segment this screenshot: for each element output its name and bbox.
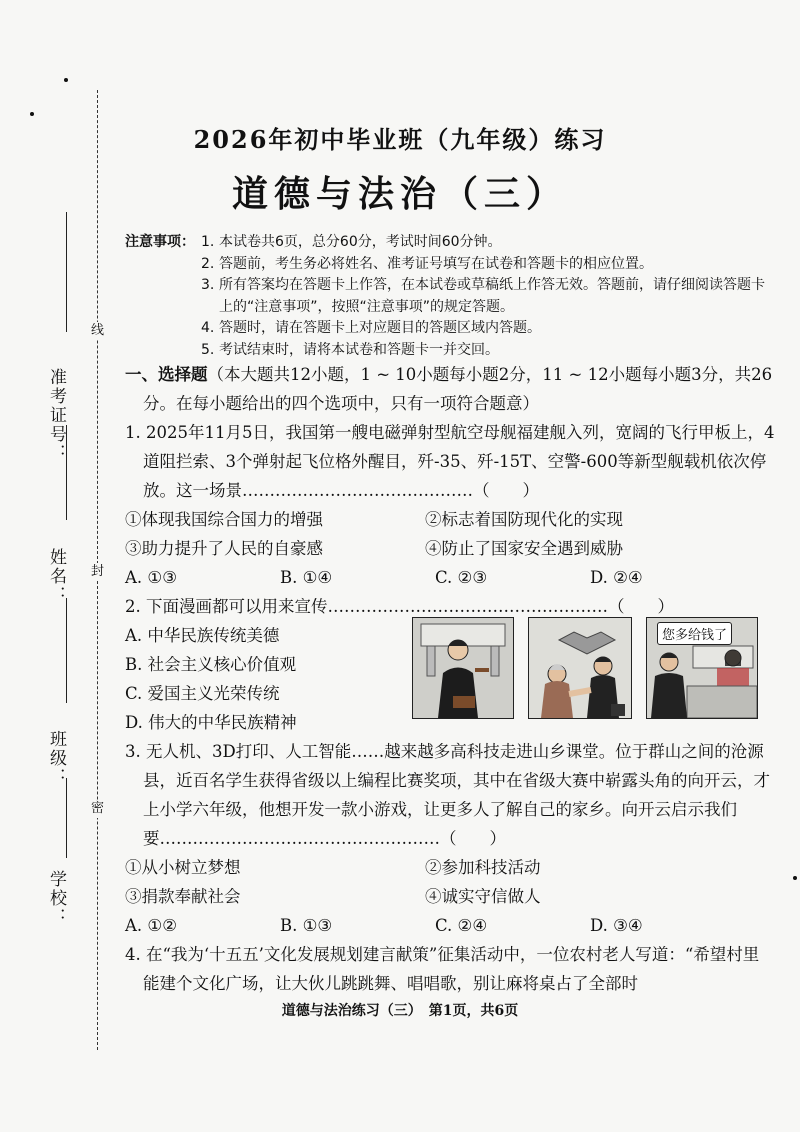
notice-item-text: 所有答案均在答题卡上作答，在本试卷或草稿纸上作答无效。答题前，请仔细阅读答题卡上的“注意事项”，按照“注意事项”的规定答题。 [219,277,765,315]
field-label-school: 学校： [46,870,66,927]
notice-item-number: 5. [201,341,215,358]
field-rule-exam-number [66,212,67,332]
q1-option-d: D. ②④ [590,568,643,587]
section-1-title: 一、选择题 [125,365,208,384]
field-label-name: 姓名： [46,548,66,605]
notice-item-text: 考试结束时，请将本试卷和答题卡一并交回。 [219,341,499,358]
q3-option-a: A. ①② [125,916,177,935]
comic-handshake-illustration [529,618,631,718]
q1-statement-2: ②标志着国防现代化的实现 [425,510,623,529]
notice-item [201,340,766,362]
q3-statement-1: ①从小树立梦想 [125,858,241,877]
comic-shop-panel [646,617,758,719]
binding-word-feng: 封 [91,564,105,579]
comic-speech-bubble: 您多给钱了 [657,622,732,645]
q1-option-c: C. ②③ [435,568,488,587]
q1-statement-3: ③助力提升了人民的自豪感 [125,539,323,558]
q1-options [125,563,775,592]
q1-statements-row2 [125,534,775,563]
exam-title: 2026年初中毕业班（九年级）练习 [193,125,607,154]
q3-statement-4: ④诚实守信做人 [425,887,541,906]
field-label-class: 班级： [46,730,66,787]
field-rule-class [66,598,67,703]
binding-word-mi: 密 [91,801,105,816]
q1-statement-4: ④防止了国家安全遇到威胁 [425,539,623,558]
notice-item-text: 本试卷共6页，总分60分，考试时间60分钟。 [219,234,502,250]
q1-statements-row1 [125,505,775,534]
notice-item-text: 答题时，请在答题卡上对应题目的答题区域内答题。 [219,320,541,336]
comic-judge-panel [412,617,514,719]
notice-item [201,254,766,276]
comic-handshake-panel [528,617,632,719]
notice-item-text: 答题前，考生务必将姓名、准考证号填写在试卷和答题卡的相应位置。 [219,255,653,272]
scan-speck [64,78,68,82]
field-rule-class-wrap [44,598,74,703]
field-rule-school [66,778,67,858]
q3-option-b: B. ①③ [280,916,333,935]
field-rule-exam-number-wrap [44,212,74,332]
q2-option-d: D. 伟大的中华民族精神 [125,713,297,732]
q3-statements-row2 [125,882,775,911]
section-1-desc: （本大题共12小题，1 ~ 10小题每小题2分，11 ~ 12小题每小题3分，共26分。在每小题给出的四个选项中，只有一项符合题意） [143,365,773,413]
q3-statement-3: ③捐款奉献社会 [125,887,241,906]
notice-list [201,232,766,361]
scan-speck [793,876,797,880]
comic-judge-illustration [413,618,513,718]
notice-item-number: 1. [201,234,215,250]
question-2-stem: 2. 下面漫画都可以用来宣传……………………………………………（ ） [125,597,674,616]
q3-statement-2: ②参加科技活动 [425,858,541,877]
notice-item [201,232,766,254]
question-3-stem: 3. 无人机、3D打印、人工智能……越来越多高科技走进山乡课堂。位于群山之间的沧源县，近百名学生获得省级以上编程比赛奖项，其中在省级大赛中崭露头角的向开云，才上小学六年级，他想开发一款小游戏，让更多人了解自己的家乡。向开云启示我们要……………………………………………（ ） [125,742,770,848]
notice-item-number: 2. [201,255,215,272]
notice-item [201,275,766,318]
field-label-exam-number: 准考证号： [46,368,66,463]
subject-title: 道德与法治（三） [231,174,568,215]
q1-statement-1: ①体现我国综合国力的增强 [125,510,323,529]
notice-item [201,318,766,340]
question-1-stem: 1. 2025年11月5日，我国第一艘电磁弹射型航空母舰福建舰入列，宽阔的飞行甲板上，4道阻拦索、3个弹射起飞位格外醒目，歼-35、歼-15T、空警-600等新型舰载机依次停放。这一场景……………………………………（ ） [125,423,775,500]
question-4-stem: 4. 在“我为‘十五五’文化发展规划建言献策”征集活动中，一位农村老人写道：“希望村里能建个文化广场，让大伙儿跳跳舞、唱唱歌，别让麻将桌占了全部时 [125,945,760,993]
binding-word-xian: 线 [91,323,105,338]
q3-option-c: C. ②④ [435,916,488,935]
q2-option-a: A. 中华民族传统美德 [125,626,280,645]
q3-option-d: D. ③④ [590,916,643,935]
field-rule-school-wrap [44,778,74,858]
notice-heading: 注意事项： [125,234,195,250]
notice-item-number: 4. [201,320,215,336]
field-rule-name [66,425,67,520]
section-1-header [125,360,775,418]
q1-option-b: B. ①④ [280,568,333,587]
q2-option-b: B. 社会主义核心价值观 [125,655,297,674]
page-footer: 道德与法治练习（三） 第1页，共6页 [281,1003,519,1019]
notice-item-number: 3. [201,277,215,293]
q3-options [125,911,775,940]
q2-option-c: C. 爱国主义光荣传统 [125,684,280,703]
field-rule-name-wrap [44,425,74,520]
q1-option-a: A. ①③ [125,568,177,587]
scan-speck [30,112,34,116]
q3-statements-row1 [125,853,775,882]
field-school [44,870,74,931]
